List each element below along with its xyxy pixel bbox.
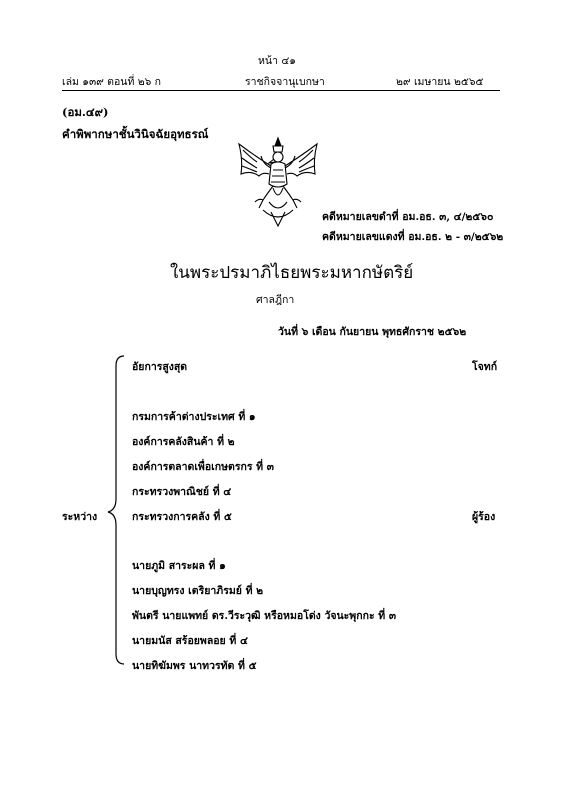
garuda-emblem-icon [233,136,323,228]
defendant-item: นายมนัส สร้อยพลอย ที่ ๔ [132,635,248,647]
plaintiff-name: อัยการสูงสุด [132,361,188,373]
header-rule [62,90,500,91]
co-plaintiff-item: องค์การตลาดเพื่อเกษตรกร ที่ ๓ [132,461,274,473]
gazette-name: ราชกิจจานุเบกษา [245,76,325,88]
co-plaintiffs-role: ผู้ร้อง [472,511,496,523]
plaintiff-role: โจทก์ [472,361,498,373]
defendant-item: นายบุญทรง เตริยาภิรมย์ ที่ ๒ [132,585,264,597]
royal-title: ในพระปรมาภิไธยพระมหากษัตริย์ [170,263,414,283]
co-plaintiff-item: องค์การคลังสินค้า ที่ ๒ [132,436,235,448]
decision-date: วันที่ ๖ เดือน กันยายน พุทธศักราช ๒๕๖๒ [278,326,467,338]
gazette-date: ๒๙ เมษายน ๒๕๖๕ [396,76,484,88]
defendant-item: นายภูมิ สาระผล ที่ ๑ [132,560,226,572]
form-code: (อม.๔๙) [62,105,109,119]
defendant-item: นายทิฆัมพร นาทวรทัต ที่ ๕ [132,660,257,672]
defendant-item: พันตรี นายแพทย์ ดร.วีระวุฒิ หรือหมอโด่ง วัจนะพุกกะ ที่ ๓ [132,610,396,622]
black-case-number: คดีหมายเลขดำที่ อม.อธ. ๓, ๔/๒๕๖๐ [322,211,494,223]
co-plaintiff-item: กระทรวงการคลัง ที่ ๕ [132,511,232,523]
court-name: ศาลฎีกา [256,294,295,306]
co-plaintiff-item: กรมการค้าต่างประเทศ ที่ ๑ [132,411,256,423]
curly-brace [104,354,126,666]
co-plaintiff-item: กระทรวงพาณิชย์ ที่ ๔ [132,486,232,498]
page-number: หน้า ๔๑ [258,55,296,67]
red-case-number: คดีหมายเลขแดงที่ อม.อธ. ๒ - ๓/๒๕๖๒ [322,231,504,243]
gazette-volume: เล่ม ๑๓๙ ตอนที่ ๒๖ ก [62,76,161,88]
form-title: คำพิพากษาชั้นวินิจฉัยอุทธรณ์ [62,127,209,141]
between-label: ระหว่าง [62,511,98,523]
